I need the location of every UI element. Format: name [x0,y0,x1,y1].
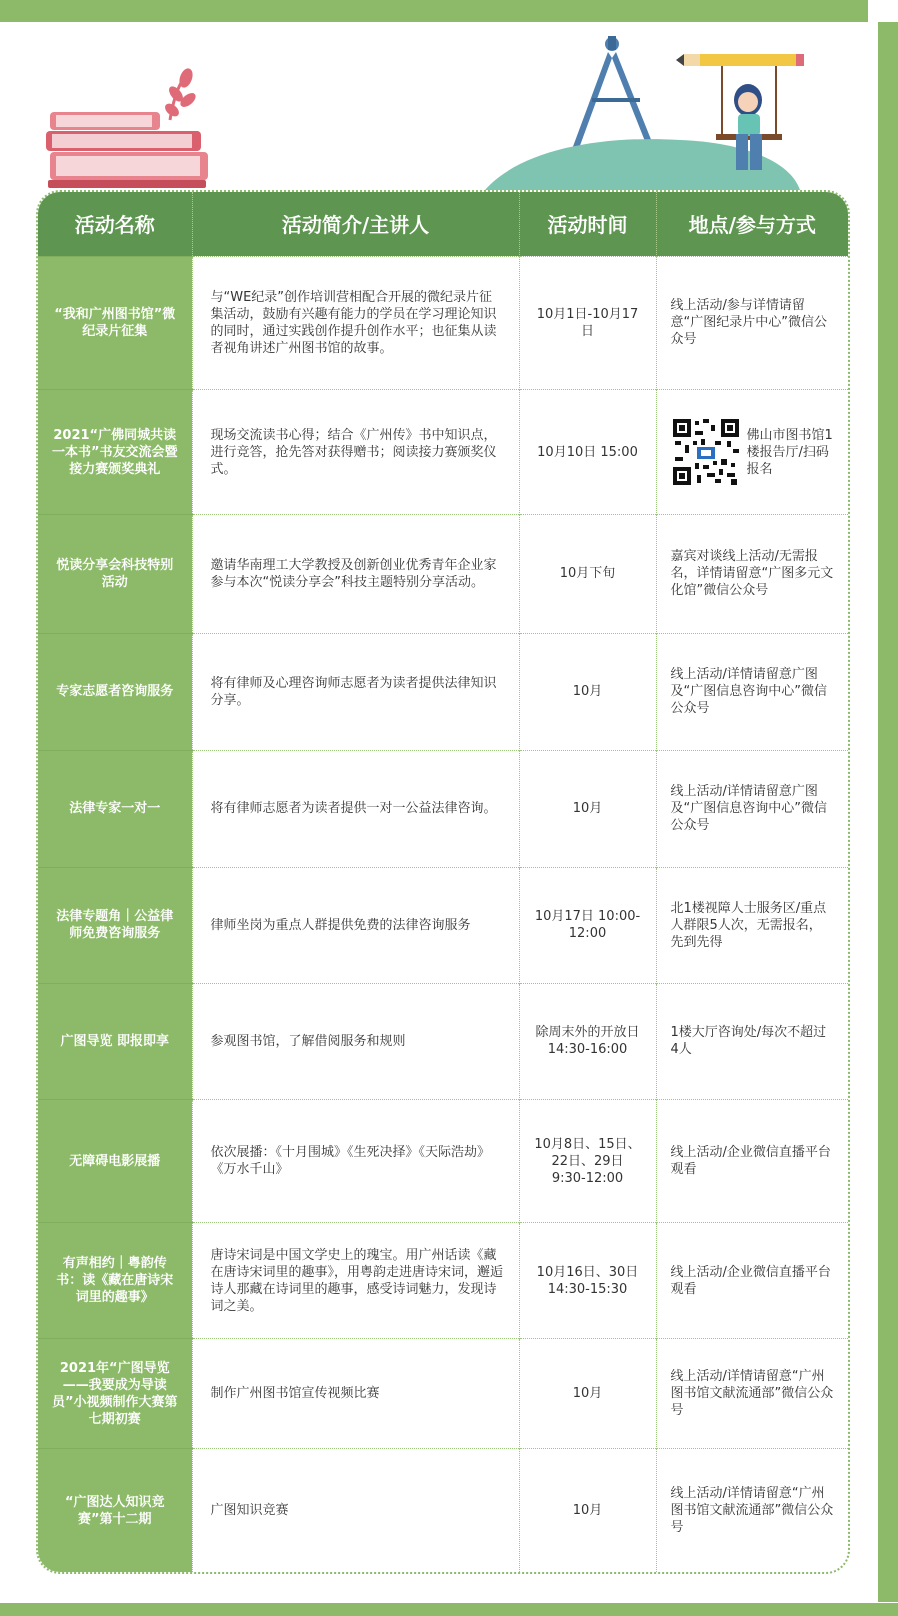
activity-table [38,192,848,1572]
table-row [38,983,848,1099]
qr-code-icon[interactable] [671,417,741,487]
activity-name-cell: 广图导览 即报即享 [38,983,192,1099]
table-row [38,390,848,515]
activity-place-cell: 线上活动/企业微信直播平台观看 [656,1099,848,1222]
activity-place-cell: 线上活动/详情请留意“广州图书馆文献流通部”微信公众号 [656,1449,848,1572]
girl-on-swing-icon [734,84,762,170]
activity-table-container [36,190,850,1574]
activity-time-cell: 10月 [519,1449,656,1572]
activity-time-cell: 10月16日、30日 14:30-15:30 [519,1223,656,1339]
activity-time-cell: 10月17日 10:00-12:00 [519,867,656,983]
activity-place-cell: 线上活动/详情请留意“广州图书馆文献流通部”微信公众号 [656,1339,848,1449]
activity-name-cell: 专家志愿者咨询服务 [38,633,192,750]
activity-intro-cell: 现场交流读书心得；结合《广州传》书中知识点，进行竞答，抢先答对获得赠书；阅读接力赛颁奖仪式。 [192,390,519,515]
activity-time-cell: 10月 [519,750,656,867]
header-activity-name: 活动名称 [38,192,192,256]
activity-place-cell: 线上活动/参与详情请留意“广图纪录片中心”微信公众号 [656,256,848,390]
activity-intro-cell: 将有律师及心理咨询师志愿者为读者提供法律知识分享。 [192,633,519,750]
activity-time-cell: 10月下旬 [519,515,656,633]
header-activity-time: 活动时间 [519,192,656,256]
activity-place-cell: 线上活动/详情请留意广图及“广图信息咨询中心”微信公众号 [656,633,848,750]
table-row [38,750,848,867]
header-activity-place: 地点/参与方式 [656,192,848,256]
table-row [38,1449,848,1572]
activity-time-cell: 10月 [519,1339,656,1449]
activity-place-text: 佛山市图书馆1楼报告厅/扫码报名 [746,427,833,477]
activity-name-cell: “广图达人知识竞赛”第十二期 [38,1449,192,1572]
frame-top-bar [0,0,868,22]
activity-place-cell: 嘉宾对谈线上活动/无需报名，详情请留意“广图多元文化馆”微信公众号 [656,515,848,633]
activity-name-cell: 无障碍电影展播 [38,1099,192,1222]
table-row [38,1339,848,1449]
activity-name-cell: 2021“广佛同城共读一本书”书友交流会暨接力赛颁奖典礼 [38,390,192,515]
activity-intro-cell: 制作广州图书馆宣传视频比赛 [192,1339,519,1449]
activity-time-cell: 10月10日 15:00 [519,390,656,515]
activity-name-cell: 2021年“广图导览——我要成为导读员”小视频制作大赛第七期初赛 [38,1339,192,1449]
activity-intro-cell: 邀请华南理工大学教授及创新创业优秀青年企业家参与本次“悦读分享会”科技主题特别分享活动。 [192,515,519,633]
activity-intro-cell: 依次展播：《十月围城》《生死决择》《天际浩劫》《万水千山》 [192,1099,519,1222]
table-row [38,1099,848,1222]
activity-intro-cell: 律师坐岗为重点人群提供免费的法律咨询服务 [192,867,519,983]
activity-place-cell: 北1楼视障人士服务区/重点人群限5人次，无需报名，先到先得 [656,867,848,983]
header-illustration [0,30,898,200]
activity-place-cell: 线上活动/详情请留意广图及“广图信息咨询中心”微信公众号 [656,750,848,867]
table-row [38,867,848,983]
activity-intro-cell: 广图知识竞赛 [192,1449,519,1572]
activity-name-cell: “我和广州图书馆”微纪录片征集 [38,256,192,390]
frame-bottom-bar [0,1603,898,1616]
activity-name-cell: 法律专题角｜公益律师免费咨询服务 [38,867,192,983]
table-row [38,633,848,750]
activity-place-cell: 1楼大厅咨询处/每次不超过4人 [656,983,848,1099]
activity-intro-cell: 唐诗宋词是中国文学史上的瑰宝。用广州话读《藏在唐诗宋词里的趣事》，用粤韵走进唐诗宋词，邂逅诗人那藏在诗词里的趣事，感受诗词魅力，发现诗词之美。 [192,1223,519,1339]
activity-intro-cell: 参观图书馆，了解借阅服务和规则 [192,983,519,1099]
activity-time-cell: 除周末外的开放日 14:30-16:00 [519,983,656,1099]
table-row [38,256,848,390]
activity-place-cell: 线上活动/企业微信直播平台观看 [656,1223,848,1339]
table-row [38,1223,848,1339]
activity-time-cell: 10月8日、15日、22日、29日 9:30-12:00 [519,1099,656,1222]
frame-right-bar [878,22,898,1602]
activity-name-cell: 悦读分享会科技特别活动 [38,515,192,633]
activity-place-cell [656,390,848,515]
activity-name-cell: 有声相约｜粤韵传书：读《藏在唐诗宋词里的趣事》 [38,1223,192,1339]
activity-intro-cell: 将有律师志愿者为读者提供一对一公益法律咨询。 [192,750,519,867]
header-activity-intro: 活动简介/主讲人 [192,192,519,256]
table-header-row [38,192,848,256]
books-stack-icon [46,67,208,188]
activity-time-cell: 10月1日-10月17日 [519,256,656,390]
activity-time-cell: 10月 [519,633,656,750]
activity-intro-cell: 与“WE纪录”创作培训营相配合开展的微纪录片征集活动，鼓励有兴趣有能力的学员在学习理论知识的同时，通过实践创作提升创作水平；也征集从读者视角讲述广州图书馆的故事。 [192,256,519,390]
activity-name-cell: 法律专家一对一 [38,750,192,867]
table-row [38,515,848,633]
